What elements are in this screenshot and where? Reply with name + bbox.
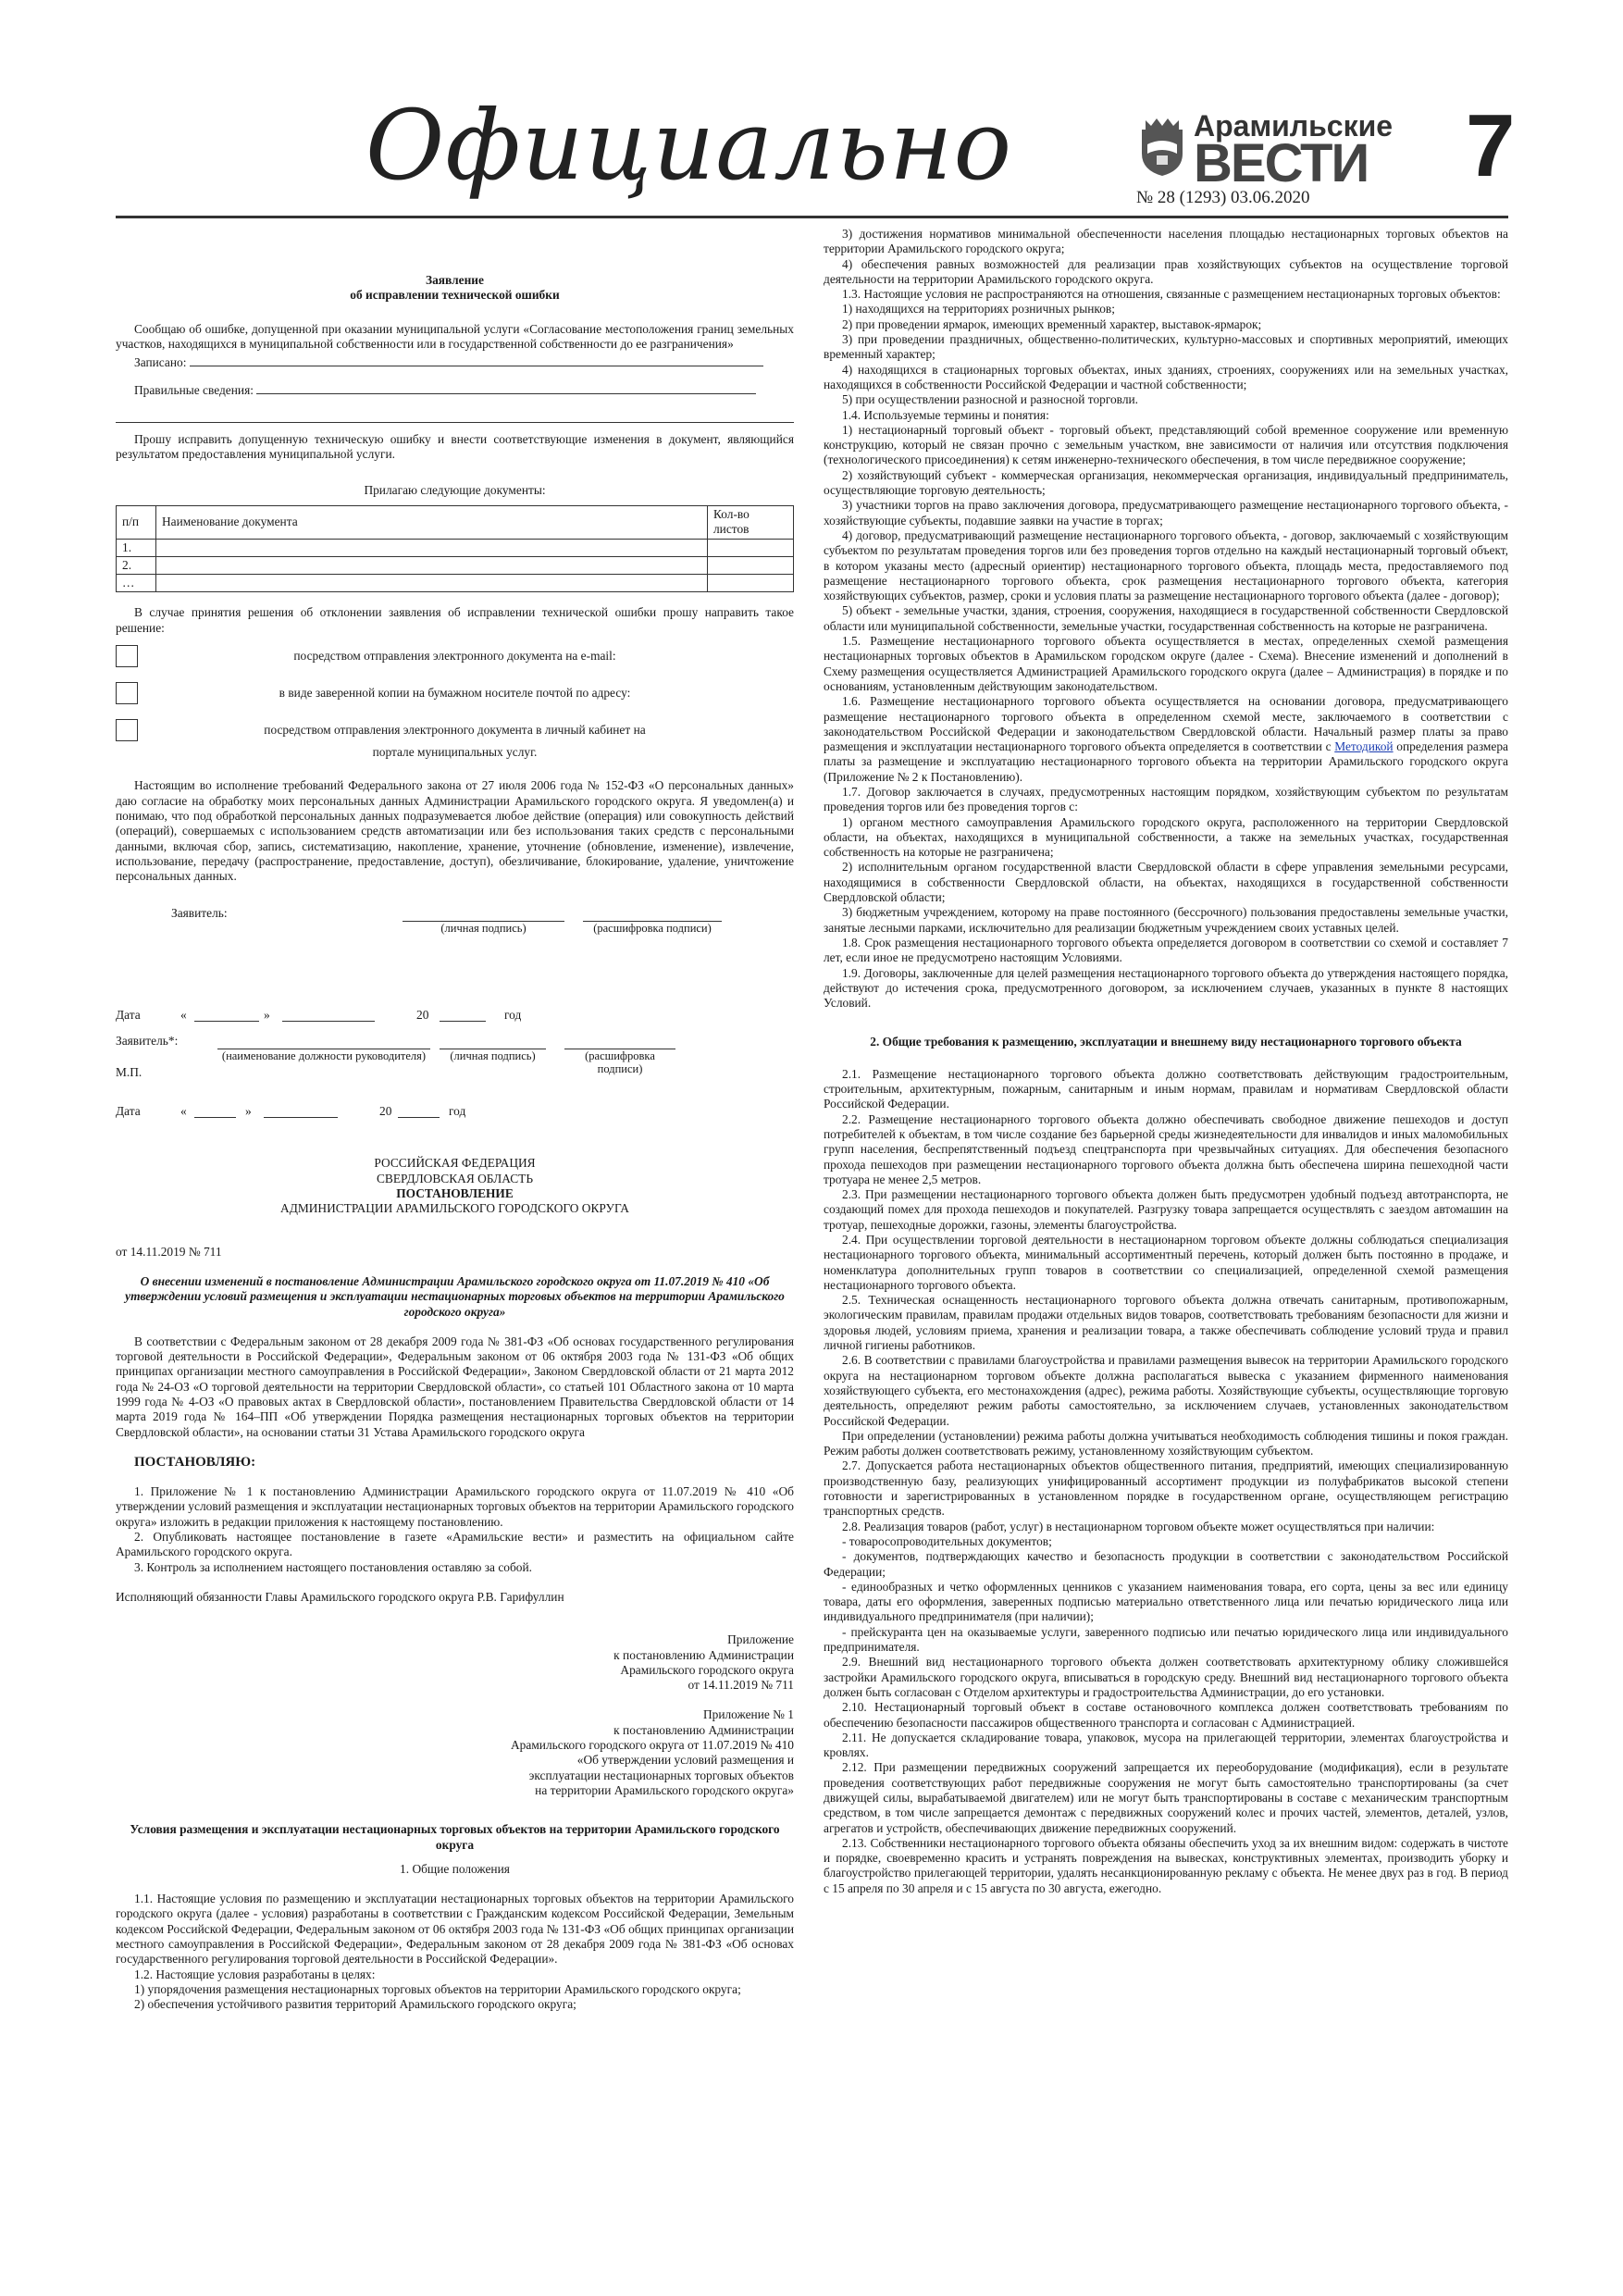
year-field[interactable] [398,1104,440,1118]
stamp-label: М.П. [116,1065,142,1080]
paragraph: 2.5. Техническая оснащенность нестационарного торгового объекта должна отвечать санитарным, противопожарным, экологическим правилам, правилам продажи отдельных видов товаров, соответствовать требованиям безопасности для жизни и здоровья людей, условиям приема, хранения и реализации товара, а также обеспечивать соблюдение условий труда и правил личной гигиены работников. [824,1293,1508,1353]
paragraph: 1.1. Настоящие условия по размещению и эксплуатации нестационарных торговых объектов на территории Арамильского городского округа (далее - условия) разработаны в соответствии с Гражданским кодексом Российской Федерации, Земельным кодексом Российской Федерации, Федеральным законом от 06 октября 2003 года № 131-ФЗ «Об общих принципах организации местного самоуправления в Российской Федерации», Федеральным законом от 28 декабря 2009 года № 381-ФЗ «Об основах государственного регулирования торговой деятельности в Российской Федерации». [116,1892,794,1967]
row-cell[interactable] [708,539,794,556]
paragraph-text: 1.6. Размещение нестационарного торгового объекта осуществляется на основании договора, предусматривающего размещение нестационарного торгового объекта в определенном схемой месте, заключаемого в соответствии с законодательством Российской Федерации и законодательством Свердловской области. Начальный размер платы за право размещения и эксплуатации нестационарного торгового объекта определяется в соответствии с [824,694,1508,754]
paragraph: 2) обеспечения устойчивого развития территорий Арамильского городского округа; [134,1997,576,2012]
paragraph: 1.5. Размещение нестационарного торгового объекта осуществляется в местах, определенных схемой размещения нестационарных торговых объектов в Арамильском городском округе (далее - Схема). Внесение изменений и дополнений в Схему размещения осуществляется Администрацией Арамильского городского округа (далее – Администрация) в порядке и по основаниям, установленным действующим законодательством. [824,634,1508,693]
paragraph: 1.3. Настоящие условия не распространяются на отношения, связанные с размещением нестационарных торговых объектов: [842,287,1501,302]
applicant2-signature-row [116,1034,794,1089]
newspaper-logo [1136,109,1394,193]
paragraph: 3) при проведении праздничных, общественно-политических, культурно-массовых и спортивных мероприятий, имеющих временный характер; [824,332,1508,362]
appendix-block-2 [116,1707,794,1798]
month-field[interactable] [264,1104,338,1118]
correct-field[interactable] [256,393,756,394]
appendix-line: на территории Арамильского городского округа» [535,1782,794,1797]
methodology-link[interactable]: Методикой [1334,739,1394,754]
paragraph-text: определения размера платы за размещение и эксплуатацию нестационарного торгового объекта на территории Арамильского городского округа (Приложение № 2 к Постановлению). [824,739,1508,784]
option-portal-label-2: портале муниципальных услуг. [372,745,538,760]
decision-text: В случае принятия решения об отклонении заявления об исправлении технической ошибки прошу направить такое решение: [116,605,794,635]
paragraph: 1.7. Договор заключается в случаях, предусмотренных настоящим порядком, хозяйствующим субъектом по результатам проведения торгов или без проведения торгов с: [824,784,1508,814]
appendix-line: к постановлению Администрации [613,1722,794,1737]
paragraph: - документов, подтверждающих качество и безопасность продукции в соответствии с законодательством Российской Федерации; [824,1549,1508,1579]
paragraph: 2.6. В соответствии с правилами благоустройства и правилами размещения вывесок на территории Арамильского городского округа на нестационарном торговом объекте должна располагаться вывеска с указанием фирменного наименования хозяйствующего субъекта, его местонахождения (адрес), режима работы. Хозяйствующие субъекты, осуществляющие торговую деятельность, определяют режим работы самостоятельно, за исключением случаев, установленных законодательством Российской Федерации. [824,1353,1508,1428]
paragraph: 4) договор, предусматривающий размещение нестационарного торгового объекта, - договор, заключаемый с хозяйствующим субъектом по результатам проведения торгов или без проведения торгов отдельно на каждый нестационарный торговый объект, в котором указаны место (адресный ориентир) нестационарного торгового объекта, площадь места, предоставляемого под размещение нестационарного торгового объекта, срок размещения нестационарного торгового объекта, категория хозяйствующих субъектов, размер, сроки и условия платы за размещение нестационарного торгового объекта (далее - договор); [824,527,1508,603]
appendix-line: «Об утверждении условий размещения и [576,1753,794,1768]
decode-sign-caption: (расшифровка подписи) [583,921,722,935]
right-column [824,227,1508,1896]
option-post-label: в виде заверенной копии на бумажном носителе почтой по адресу: [279,686,631,701]
paragraph: 2.12. При размещении передвижных сооружений запрещается их переоборудование (модификация), если в результате проведения соответствующих работ передвижные сооружения не могут быть самостоятельно транспортированы (за счет движущей силы, вырабатываемой двигателем) или не могут быть транспортированы в составе с механическим транспортным средством, в том числе запрещается демонтаж с передвижных сооружений колес и прочих частей, элементов, деталей, узлов, агрегатов и устройств, обеспечивающих движение передвижных сооружений. [824,1760,1508,1835]
paragraph: 1.9. Договоры, заключенные для целей размещения нестационарного торгового объекта до утверждения настоящего порядка, действуют до истечения срока, предусмотренного договором, за исключением случаев, указанных в пункте 8 настоящих Условий. [824,965,1508,1011]
correct-label: Правильные сведения: [134,383,254,398]
decree-issuer: АДМИНИСТРАЦИИ АРАМИЛЬСКОГО ГОРОДСКОГО ОКРУГА [280,1201,629,1216]
paragraph: 2.8. Реализация товаров (работ, услуг) в нестационарном торговом объекте может осуществляться при наличии: [842,1519,1435,1533]
page-number: 7 [1466,96,1516,195]
coat-of-arms-icon [1136,117,1188,178]
decree-signer: Исполняющий обязанности Главы Арамильского городского округа Р.В. Гарифуллин [116,1589,564,1604]
decree-item-3: 3. Контроль за исполнением настоящего постановления оставляю за собой. [134,1559,533,1574]
row-num: 1. [117,539,156,556]
table-row [117,575,794,592]
paragraph: 2.7. Допускается работа нестационарных объектов общественного питания, предприятий, имеющих специализированную производственную базу, реализующих унифицированный ассортимент продукции из полуфабрикатов высокой степени готовности и зарегистрированных в установленном порядке в государственном органе, осуществляющем регистрацию транспортных средств. [824,1458,1508,1519]
paragraph: 1.4. Используемые термины и понятия: [842,407,1049,422]
paragraph: 2.4. При осуществлении торговой деятельности в нестационарном торговом объекте должны соблюдаться специализация нестационарного торгового объекта, минимальный ассортиментный перечень, который должен быть постоянно в продаже, и номенклатура дополнительных групп товаров в соответствии со специализацией, определенной схемой размещения нестационарного торгового объекта. [824,1233,1508,1292]
paragraph: 5) объект - земельные участки, здания, строения, сооружения, находящиеся в государственной собственности Свердловской области или муниципальной собственности, земельные участки, государственная собственность на которые не разграничена. [824,603,1508,633]
decree-item-1: 1. Приложение № 1 к постановлению Администрации Арамильского городского округа от 11.07.2019 № 410 «Об утверждении условий размещения и эксплуатации нестационарных торговых объектов на территории Арамильского городского округа» изложить в редакции приложения к настоящему постановлению. [116,1484,794,1529]
appendix-line: Арамильского городского округа от 11.07.2019 № 410 [511,1738,794,1753]
paragraph: 2.2. Размещение нестационарного торгового объекта должно обеспечивать свободное движение пешеходов и доступ потребителей к объектам, в том числе создание без барьерной среды жизнедеятельности для инвалидов и иных маломобильных групп населения, беспрепятственный подъезд спецтранспорта при чрезвычайных ситуациях. Для обеспечения безопасного прохода пешеходов при размещении нестационарного торгового объекта должна быть обеспечена ширина пешеходной части тротуара не менее 2,5 метров. [824,1111,1508,1186]
section-1-title: 1. Общие положения [400,1861,510,1876]
day-field[interactable] [194,1104,236,1118]
form-title: Заявление [426,273,484,287]
paragraph: 3) достижения нормативов минимальной обеспеченности населения площадью нестационарных торговых объектов на территории Арамильского городского округа; [824,227,1508,256]
appendix-line: Приложение № 1 [702,1707,794,1722]
form-subtitle: об исправлении технической ошибки [350,288,560,303]
paragraph: 2) при проведении ярмарок, имеющих временный характер, выставок-ярмарок; [842,316,1262,331]
left-column [116,227,794,2012]
year-label: год [449,1104,466,1119]
form-request: Прошу исправить допущенную техническую ошибку и внести соответствующие изменения в документ, являющийся результатом предоставления муниципальной услуги. [116,432,794,462]
appendix-line: от 14.11.2019 № 711 [688,1678,794,1693]
paragraph: 2.13. Собственники нестационарного торгового объекта обязаны обеспечить уход за их внешним видом: содержать в чистоте и порядке, своевременно красить и устранять повреждения на вывесках, конструктивных элементах, производить уборку и благоустройство прилегающей территории, удалять несанкционированную рекламу с объекта. Не менее двух раз в год. В период с 15 апреля по 30 апреля и с 15 августа по 30 августа, ежегодно. [824,1835,1508,1895]
month-field[interactable] [282,1008,375,1022]
decree-date: от 14.11.2019 № 711 [116,1244,222,1259]
decree-item-2: 2. Опубликовать настоящее постановление в газете «Арамильские вести» и разместить на официальном сайте Арамильского городского округа. [116,1530,794,1559]
decree-subject: О внесении изменений в постановление Администрации Арамильского городского округа от 11.07.2019 № 410 «Об утверждении условий размещения и эксплуатации нестационарных торговых объектов на территории Арамильского городского округа» [125,1273,785,1319]
header-rule [116,216,1508,218]
decree-basis: В соответствии с Федеральным законом от 28 декабря 2009 года № 381-ФЗ «Об основах государственного регулирования торговой деятельности в Российской Федерации», Федеральным законом от 06 октября 2003 года № 131-ФЗ «Об общих принципах организации местного самоуправления в Российской Федерации», Законом Свердловской области от 21 марта 2012 года № 24-ОЗ «О торговой деятельности на территории Свердловской области», со статьей 101 Областного закона от 10 марта 1999 года № 4-ОЗ «О правовых актах в Свердловской области», постановлением Правительства Свердловской области от 14 марта 2019 года № 164–ПП «Об утверждении Порядка размещения нестационарных торговых объектов на территории Свердловской области», на основании статьи 31 Устава Арамильского городского округа [116,1334,794,1439]
paragraph: 3) бюджетным учреждением, которому на праве постоянного (бессрочного) пользования предоставлены земельные участки, занятые лесными парками, исключительно для реализации бюджетным учреждением своих уставных целей. [824,905,1508,935]
appendix-line: эксплуатации нестационарных торговых объектов [528,1768,794,1782]
option-email-label: посредством отправления электронного документа на e-mail: [293,649,616,664]
appendix-block-1 [116,1632,794,1693]
date-row-2: Дата « » 20 год [116,1104,466,1119]
logo-top-text: Арамильские [1194,109,1394,143]
personal-sign2-caption: (личная подпись) [440,1049,546,1062]
decree-country: РОССИЙСКАЯ ФЕДЕРАЦИЯ [374,1156,536,1171]
conditions-title: Условия размещения и эксплуатации нестационарных торговых объектов на территории Арамильского городского округа [130,1822,780,1852]
paragraph: - товаросопроводительных документов; [842,1533,1052,1548]
paragraph: 2.1. Размещение нестационарного торгового объекта должно соответствовать действующим градостроительным, строительным, архитектурным, пожарным, санитарным и иным нормам, правилам и нормативам Свердловской области Российской Федерации. [824,1066,1508,1111]
appendix-line: Арамильского городского округа [620,1662,794,1677]
paragraph: 1) находящихся на территориях розничных рынков; [842,302,1115,316]
paragraph: 1) упорядочения размещения нестационарных торговых объектов на территории Арамильского городского округа; [134,1981,741,1996]
decree-region: СВЕРДЛОВСКАЯ ОБЛАСТЬ [376,1171,534,1185]
col-sheets: Кол-во листов [708,505,794,539]
appendix-line: к постановлению Администрации [613,1647,794,1662]
row-cell[interactable] [708,556,794,574]
section-2-title: 2. Общие требования к размещению, эксплуатации и внешнему виду нестационарного торгового объекта [870,1035,1462,1049]
paragraph: 1.8. Срок размещения нестационарного торгового объекта определяется договором в соответствии со схемой и составляет 7 лет, если иное не предусмотрено настоящим Условиями. [824,935,1508,965]
row-cell[interactable] [156,539,708,556]
issue-number: № 28 (1293) 03.06.2020 [1136,188,1310,207]
decree-resolve: ПОСТАНОВЛЯЮ: [134,1454,256,1470]
written-label: Записано: [134,355,187,370]
masthead [0,0,1623,227]
paragraph: 4) обеспечения равных возможностей для реализации прав хозяйствующих субъектов на осуществление торговой деятельности на территории Арамильского городского округа. [824,256,1508,286]
paragraph: 5) при осуществлении разносной и разносной торговли. [842,392,1139,407]
paragraph: 4) находящихся в стационарных торговых объектах, иных зданиях, строениях, сооружениях или на земельных участках, находящихся в собственности Российской Федерации и частной собственности; [824,362,1508,391]
paragraph: 1.2. Настоящие условия разработаны в целях: [134,1967,376,1981]
paragraph: 1) органом местного самоуправления Арамильского городского округа, расположенного на территории Свердловской области, на объектах, находящихся в муниципальной собственности, а также на земельных участках, государственная собственность на которые не разграничена; [824,814,1508,860]
day-field[interactable] [194,1008,259,1022]
col-name: Наименование документа [156,505,708,539]
decree-type: ПОСТАНОВЛЕНИЕ [396,1186,514,1201]
decode-sign2-caption: (расшифровка подписи) [564,1049,675,1075]
row-cell[interactable] [708,575,794,592]
consent-text: Настоящим во исполнение требований Федерального закона от 27 июля 2006 года № 152-ФЗ «О персональных данных» даю согласие на обработку моих персональных данных Администрации Арамильского городского округа. Я уведомлен(а) и понимаю, что под обработкой персональных данных подразумевается любое действие (операция) или совокупность действий (операций), совершаемых с использованием средств автоматизации или без использования таких средств с персональными данными, включая сбор, запись, систематизацию, накопление, хранение, уточнение (обновление, изменение), извлечение, использование, передачу (распространение, предоставление, доступ), обезличивание, блокирование, удаление, уничтожение персональных данных. [116,778,794,884]
paragraph: При определении (установлении) режима работы должна учитываться необходимость соблюдения тишины и покоя граждан. Режим работы должен соответствовать режиму, установленному хозяйствующим субъектом. [824,1428,1508,1458]
paragraph [824,694,1508,785]
table-row [117,539,794,556]
paragraph: 3) участники торгов на право заключения договора, предусматривающего размещение нестационарного торгового объекта, - хозяйствующие субъекты, подавшие заявки на участие в торгах; [824,498,1508,527]
date-label: Дата [116,1008,141,1023]
year-prefix: 20 [416,1008,429,1023]
appendix-line: Приложение [727,1632,794,1647]
row-num: … [117,575,156,592]
paragraph: - прейскуранта цен на оказываемые услуги, заверенного подписью или печатью юридического лица или индивидуального предпринимателя. [824,1624,1508,1655]
row-cell[interactable] [156,556,708,574]
paragraph: 2) исполнительным органом государственной власти Свердловской области в сфере управления земельными ресурсами, находящимися в собственности Свердловской области, на объектах, находящихся в государственной собственности Свердловской области; [824,860,1508,905]
form-intro: Сообщаю об ошибке, допущенной при оказании муниципальной услуги «Согласование местоположения границ земельных участков, находящихся в муниципальной собственности или в государственной собственности до ее разграничения» [116,321,794,351]
applicant-label: Заявитель: [171,906,228,921]
applicant-signature-row [116,906,794,962]
year-field[interactable] [440,1008,486,1022]
table-header-row [117,505,794,539]
paragraph: 2) хозяйствующий субъект - коммерческая организация, некоммерческая организация, индивидуальный предприниматель, осуществляющие торговую деятельность; [824,467,1508,498]
paragraph: 2.10. Нестационарный торговый объект в составе остановочного комплекса должен соответствовать требованиям по обеспечению безопасности пассажиров общественного транспорта и согласован с Администрацией. [824,1700,1508,1730]
option-portal [116,719,794,743]
position-caption: (наименование должности руководителя) [217,1049,430,1062]
row-num: 2. [117,556,156,574]
paragraph: 1) нестационарный торговый объект - торговый объект, представляющий собой временное сооружение или временную конструкцию, который не связан прочно с земельным участком, вне зависимости от наличия или отсутствия подключения (технологического присоединения) к сетям инженерно-технического обеспечения, в том числе передвижное сооружение; [824,422,1508,467]
logo-main-text: ВЕСТИ [1194,133,1369,193]
year-prefix: 20 [379,1104,392,1119]
personal-sign-caption: (личная подпись) [403,921,564,935]
date-row-1: Дата « » 20 год [116,1008,522,1023]
option-portal-label: посредством отправления электронного документа в личный кабинет на [264,723,646,738]
applicant2-label: Заявитель*: [116,1034,179,1049]
paragraph: - единообразных и четко оформленных ценников с указанием наименования товара, его сорта, цены за вес или единицу товара, даты его оформления, заверенных подписью материально ответственного лица или печатью юридического лица или индивидуального предпринимателя (при наличии); [824,1579,1508,1624]
paragraph: 2.9. Внешний вид нестационарного торгового объекта должен соответствовать архитектурному облику сложившейся застройки Арамильского городского округа, вписываться в городскую среду. Внешний вид нестационарного торгового объекта должен быть согласован с Отделом архитектуры и градостроительства Администрации, до его установки. [824,1655,1508,1699]
option-email [116,645,794,669]
section-title: Официально [365,89,1013,202]
year-label: год [504,1008,522,1023]
option-post [116,682,794,706]
attach-label: Прилагаю следующие документы: [364,482,546,497]
paragraph: 2.3. При размещении нестационарного торгового объекта должен быть предусмотрен удобный подъезд автотранспорта, не создающий помех для прохода пешеходов и покупателей. Разгрузку товара запрещается осуществлять с заездом автомашин на тротуар, пешеходные дорожки, газоны, элементы благоустройства. [824,1187,1508,1232]
col-num: п/п [117,505,156,539]
table-row [117,556,794,574]
separator-line [116,422,794,423]
date-label: Дата [116,1104,141,1119]
documents-table [116,505,794,592]
paragraph: 2.11. Не допускается складирование товара, упаковок, мусора на прилегающей территории, элементах благоустройства и кровлях. [824,1730,1508,1760]
row-cell[interactable] [156,575,708,592]
